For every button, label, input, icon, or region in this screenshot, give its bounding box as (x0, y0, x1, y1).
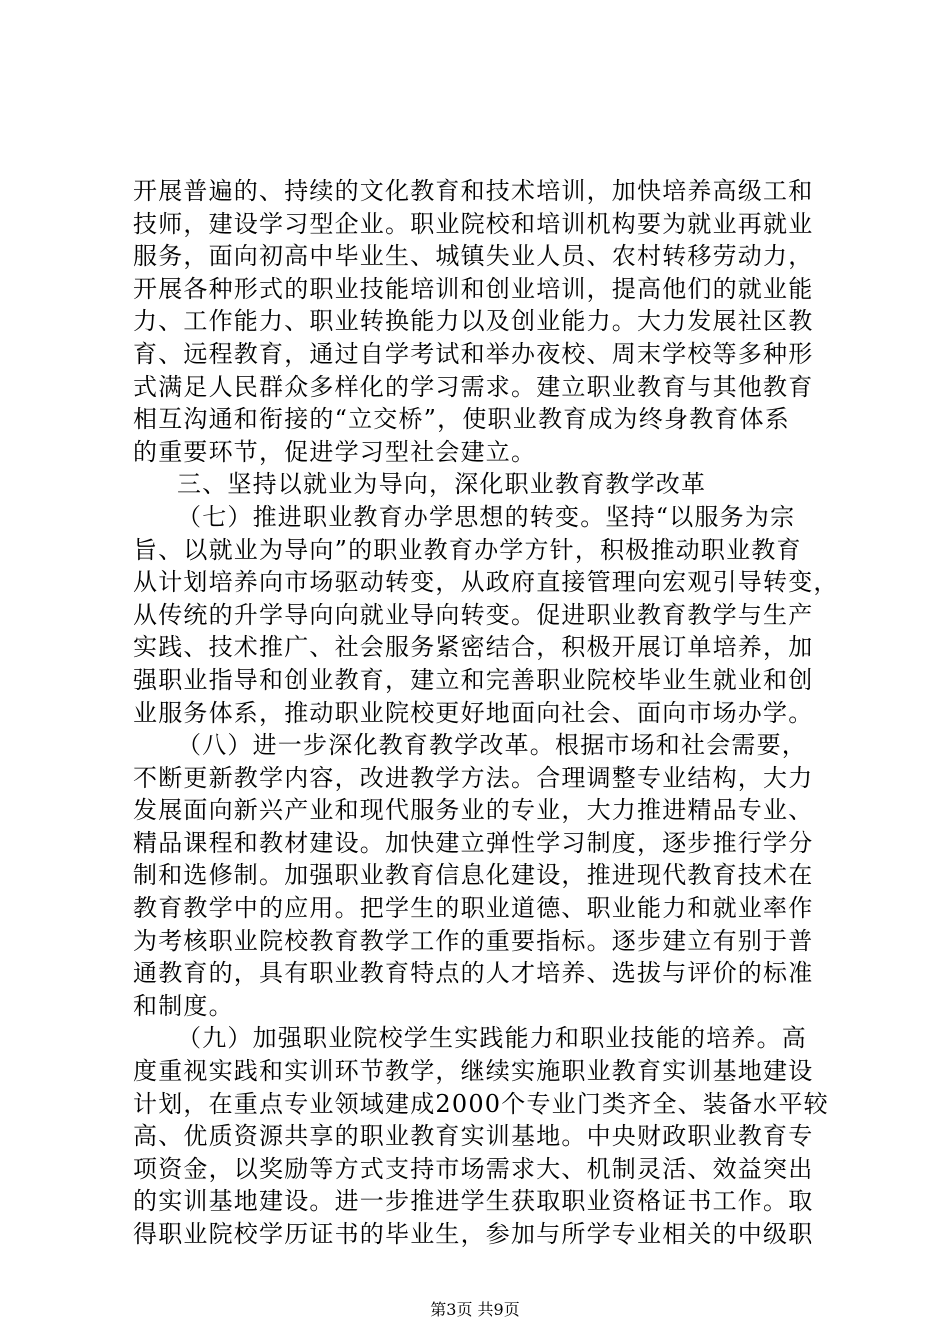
text-line: 通教育的，具有职业教育特点的人才培养、选拔与评价的标准 (133, 959, 814, 988)
text-line: 旨、以就业为导向”的职业教育办学方针，积极推动职业教育 (133, 535, 802, 564)
text-line: 从传统的升学导向向就业导向转变。促进职业教育教学与生产 (133, 600, 814, 629)
body-text (133, 175, 839, 1251)
text-line: 得职业院校学历证书的毕业生，参加与所学专业相关的中级职 (133, 1220, 814, 1248)
section-heading: 三、坚持以就业为导向，深化职业教育教学改革 (177, 470, 707, 499)
text-line: 教育教学中的应用。把学生的职业道德、职业能力和就业率作 (133, 894, 814, 923)
text-line: 项资金，以奖励等方式支持市场需求大、机制灵活、效益突出 (133, 1154, 814, 1183)
text-line: 服务，面向初高中毕业生、城镇失业人员、农村转移劳动力， (133, 242, 814, 271)
text-line: 实践、技术推广、社会服务紧密结合，积极开展订单培养，加 (133, 633, 814, 662)
text-line: 计划，在重点专业领域建成2000个专业门类齐全、装备水平较 (133, 1089, 829, 1118)
paragraph-first-line: （八）进一步深化教育教学改革。根据市场和社会需要， (177, 731, 807, 760)
text-line: 业服务体系，推动职业院校更好地面向社会、面向市场办学。 (133, 698, 814, 727)
text-line: 度重视实践和实训环节教学，继续实施职业教育实训基地建设 (133, 1057, 814, 1086)
page-footer (0, 1297, 950, 1320)
text-line: 开展各种形式的职业技能培训和创业培训，提高他们的就业能 (133, 274, 814, 303)
text-line: 和制度。 (133, 991, 234, 1020)
text-line: 高、优质资源共享的职业教育实训基地。中央财政职业教育专 (133, 1122, 814, 1151)
text-line: 发展面向新兴产业和现代服务业的专业，大力推进精品专业、 (133, 796, 814, 825)
paragraph-first-line: （九）加强职业院校学生实践能力和职业技能的培养。高 (177, 1024, 807, 1053)
text-line: 开展普遍的、持续的文化教育和技术培训，加快培养高级工和 (133, 177, 814, 205)
text-line: 力、工作能力、职业转换能力以及创业能力。大力发展社区教 (133, 307, 814, 336)
text-line: 精品课程和教材建设。加快建立弹性学习制度，逐步推行学分 (133, 828, 814, 857)
page-number-label: 第3页 共9页 (430, 1300, 520, 1319)
text-line: 的重要环节，促进学习型社会建立。 (133, 437, 537, 466)
paragraph-first-line: （七）推进职业教育办学思想的转变。坚持“以服务为宗 (177, 502, 796, 531)
text-line: 从计划培养向市场驱动转变，从政府直接管理向宏观引导转变， (133, 568, 839, 597)
text-line: 相互沟通和衔接的“立交桥”，使职业教育成为终身教育体系 (133, 405, 790, 434)
text-line: 强职业指导和创业教育，建立和完善职业院校毕业生就业和创 (133, 665, 814, 694)
text-line: 育、远程教育，通过自学考试和举办夜校、周末学校等多种形 (133, 339, 814, 368)
text-line: 技师，建设学习型企业。职业院校和培训机构要为就业再就业 (133, 209, 814, 238)
text-line: 为考核职业院校教育教学工作的重要指标。逐步建立有别于普 (133, 926, 814, 955)
text-line: 的实训基地建设。进一步推进学生获取职业资格证书工作。取 (133, 1187, 814, 1216)
text-line: 式满足人民群众多样化的学习需求。建立职业教育与其他教育 (133, 372, 814, 401)
text-line: 不断更新教学内容，改进教学方法。合理调整专业结构，大力 (133, 763, 814, 792)
text-line: 制和选修制。加强职业教育信息化建设，推进现代教育技术在 (133, 861, 814, 890)
